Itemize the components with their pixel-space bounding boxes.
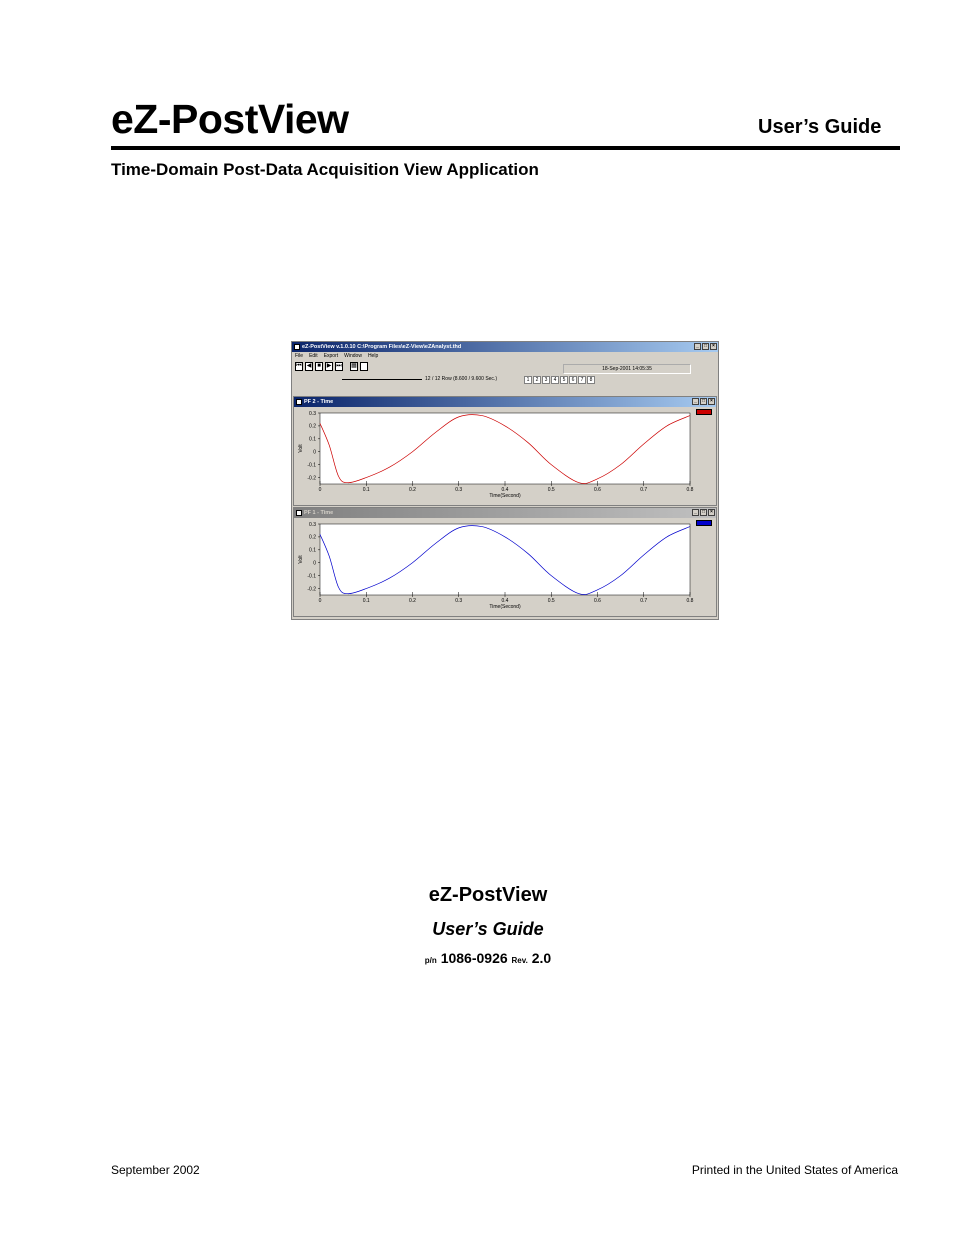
x-tick-label: 0.5 — [547, 598, 555, 604]
header-rule — [111, 146, 900, 150]
first-icon: ⏮ — [296, 363, 302, 369]
stop-icon: ■ — [315, 362, 323, 371]
menu-bar — [292, 352, 718, 360]
date-display: 18-Sep-2001 14:05:35 — [563, 364, 691, 374]
x-tick-label: 0.4 — [501, 598, 509, 604]
plot-area — [320, 524, 690, 595]
channel-buttons — [524, 376, 595, 384]
x-tick-label: 0.7 — [640, 598, 648, 604]
menu-help: Help — [367, 353, 379, 359]
minimize-icon: _ — [692, 509, 699, 516]
print-icon: ▦ — [351, 363, 357, 369]
panel-icon — [296, 510, 302, 516]
pn-number: 1086-0926 — [440, 950, 508, 966]
x-tick-label: 0.8 — [686, 487, 694, 493]
x-tick-label: 0.2 — [409, 598, 416, 604]
panel-titlebar — [294, 397, 716, 407]
x-tick-label: 0.1 — [362, 487, 370, 493]
panel-titlebar — [294, 508, 716, 518]
close-icon: × — [710, 343, 717, 350]
maximize-icon: □ — [701, 398, 706, 404]
x-tick-label: 0.1 — [362, 598, 370, 604]
y-tick-label: 0.1 — [309, 436, 316, 443]
x-axis-label: Time(Second) — [489, 604, 521, 610]
cover-title: eZ-PostView — [428, 884, 548, 906]
menu-window: Window — [344, 353, 362, 359]
x-tick-label: 0.5 — [547, 487, 555, 493]
channel-button: 5 — [560, 376, 568, 384]
printed-note: Printed in the United States of America — [691, 1163, 898, 1177]
y-tick-label: 0.3 — [309, 521, 316, 528]
publication-date: September 2002 — [111, 1163, 200, 1177]
panel-pf2 — [293, 396, 717, 506]
window-titlebar — [292, 342, 718, 352]
menu-export: Export — [323, 353, 339, 359]
close-icon: × — [708, 398, 715, 405]
x-tick-label: 0.3 — [455, 598, 463, 604]
document-subtitle: Time-Domain Post-Data Acquisition View Application — [111, 160, 539, 179]
y-axis-label: Volt — [298, 555, 304, 564]
y-tick-label: 0.2 — [309, 423, 316, 430]
prev-icon: ◀ — [306, 363, 312, 369]
pn-prefix: p/n — [424, 956, 437, 965]
y-tick-label: 0 — [313, 560, 316, 567]
channel-button: 3 — [542, 376, 550, 384]
maximize-icon: □ — [703, 343, 708, 349]
rev-label: Rev. — [511, 956, 528, 965]
window-title: eZ-PostView v.1.0.10 C:\Program Files\eZ-View\eZAnalyst.thd — [302, 344, 462, 350]
app-icon — [294, 344, 300, 350]
y-axis-label: Volt — [298, 444, 304, 453]
x-axis-label: Time(Second) — [489, 493, 521, 499]
row-status: 12 / 12 Row (8.600 / 9.600 Sec.) — [425, 376, 497, 382]
y-tick-label: 0.1 — [309, 547, 316, 554]
blank-icon — [360, 362, 368, 371]
x-tick-label: 0.6 — [594, 598, 601, 604]
rev-number: 2.0 — [531, 950, 552, 966]
channel-button: 2 — [533, 376, 541, 384]
y-tick-label: 0.3 — [309, 410, 316, 417]
panel-pf1 — [293, 507, 717, 617]
legend-swatch — [696, 409, 712, 415]
x-tick-label: 0.2 — [409, 487, 416, 493]
panel-icon — [296, 399, 302, 405]
y-tick-label: 0 — [313, 449, 316, 456]
last-icon: ⏭ — [336, 363, 342, 369]
plot-area — [320, 413, 690, 484]
x-tick-label: 0.8 — [686, 598, 694, 604]
menu-edit: Edit — [309, 353, 318, 359]
y-tick-label: -0.2 — [307, 475, 316, 482]
minimize-icon: _ — [694, 343, 701, 350]
y-tick-label: -0.2 — [307, 586, 316, 593]
x-tick-label: 0 — [318, 487, 322, 493]
channel-button: 8 — [587, 376, 595, 384]
x-tick-label: 0 — [318, 598, 322, 604]
part-number — [0, 950, 954, 966]
channel-button: 7 — [578, 376, 586, 384]
channel-button: 1 — [524, 376, 532, 384]
channel-button: 6 — [569, 376, 577, 384]
x-tick-label: 0.4 — [501, 487, 509, 493]
channel-button: 4 — [551, 376, 559, 384]
y-tick-label: -0.1 — [307, 462, 316, 469]
cover-guide: User’s Guide — [432, 919, 544, 939]
menu-file: File — [295, 353, 304, 359]
chart-pf2 — [294, 407, 694, 505]
legend-swatch — [696, 520, 712, 526]
panel-title: PF 1 - Time — [304, 510, 334, 516]
minimize-icon: _ — [692, 398, 699, 405]
panel-title: PF 2 - Time — [304, 399, 334, 405]
maximize-icon: □ — [701, 509, 706, 515]
close-icon: × — [708, 509, 715, 516]
guide-label: User’s Guide — [758, 116, 882, 138]
chart-pf1 — [294, 518, 694, 616]
x-tick-label: 0.6 — [594, 487, 601, 493]
x-tick-label: 0.7 — [640, 487, 648, 493]
document-title: eZ-PostView — [111, 96, 349, 142]
y-tick-label: -0.1 — [307, 573, 316, 580]
next-icon: ▶ — [326, 363, 332, 369]
y-tick-label: 0.2 — [309, 534, 316, 541]
app-screenshot — [291, 341, 719, 620]
x-tick-label: 0.3 — [455, 487, 463, 493]
